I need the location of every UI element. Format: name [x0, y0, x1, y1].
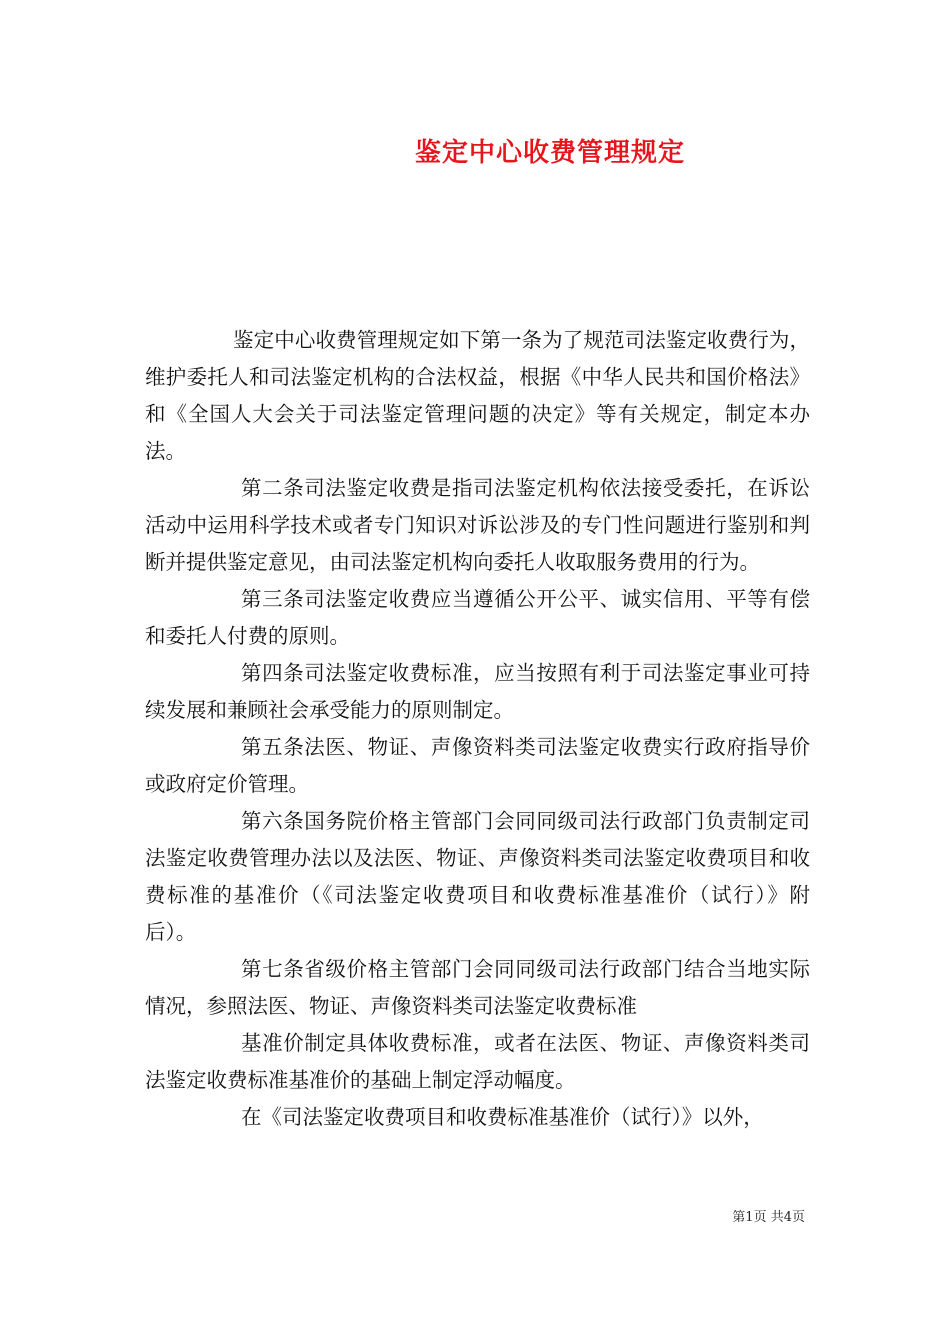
- paragraph-article-7-continued: 基准价制定具体收费标准，或者在法医、物证、声像资料类司法鉴定收费标准基准价的基础上制定浮动幅度。: [145, 1031, 810, 1092]
- paragraph-article-6: 第六条国务院价格主管部门会同同级司法行政部门负责制定司法鉴定收费管理办法以及法医、物证、声像资料类司法鉴定收费项目和收费标准的基准价（《司法鉴定收费项目和收费标准基准价（试行）》附后）。: [145, 809, 810, 944]
- paragraph-article-5: 第五条法医、物证、声像资料类司法鉴定收费实行政府指导价或政府定价管理。: [145, 735, 810, 796]
- document-body: [145, 322, 810, 1136]
- paragraph-article-8-start: 在《司法鉴定收费项目和收费标准基准价（试行）》以外，: [241, 1105, 764, 1129]
- page-footer: [0, 1206, 805, 1225]
- footer-middle: 页 共: [753, 1210, 784, 1225]
- paragraph-article-2: 第二条司法鉴定收费是指司法鉴定机构依法接受委托，在诉讼活动中运用科学技术或者专门知识对诉讼涉及的专门性问题进行鉴别和判断并提供鉴定意见，由司法鉴定机构向委托人收取服务费用的行为。: [145, 476, 810, 574]
- footer-prefix: 第: [732, 1210, 746, 1225]
- paragraph-article-3: 第三条司法鉴定收费应当遵循公开公平、诚实信用、平等有偿和委托人付费的原则。: [145, 587, 810, 648]
- document-title: 鉴定中心收费管理规定: [414, 138, 685, 168]
- paragraph-article-7: 第七条省级价格主管部门会同同级司法行政部门结合当地实际情况，参照法医、物证、声像资料类司法鉴定收费标准: [145, 957, 810, 1018]
- footer-page-number: 1: [745, 1210, 754, 1225]
- footer-total-pages: 4: [783, 1210, 792, 1225]
- footer-suffix: 页: [791, 1210, 805, 1225]
- paragraph-article-4: 第四条司法鉴定收费标准，应当按照有利于司法鉴定事业可持续发展和兼顾社会承受能力的原则制定。: [145, 661, 810, 722]
- paragraph-intro-article-1: 鉴定中心收费管理规定如下第一条为了规范司法鉴定收费行为，维护委托人和司法鉴定机构的合法权益，根据《中华人民共和国价格法》和《全国人大会关于司法鉴定管理问题的决定》等有关规定，制定本办法。: [145, 328, 810, 463]
